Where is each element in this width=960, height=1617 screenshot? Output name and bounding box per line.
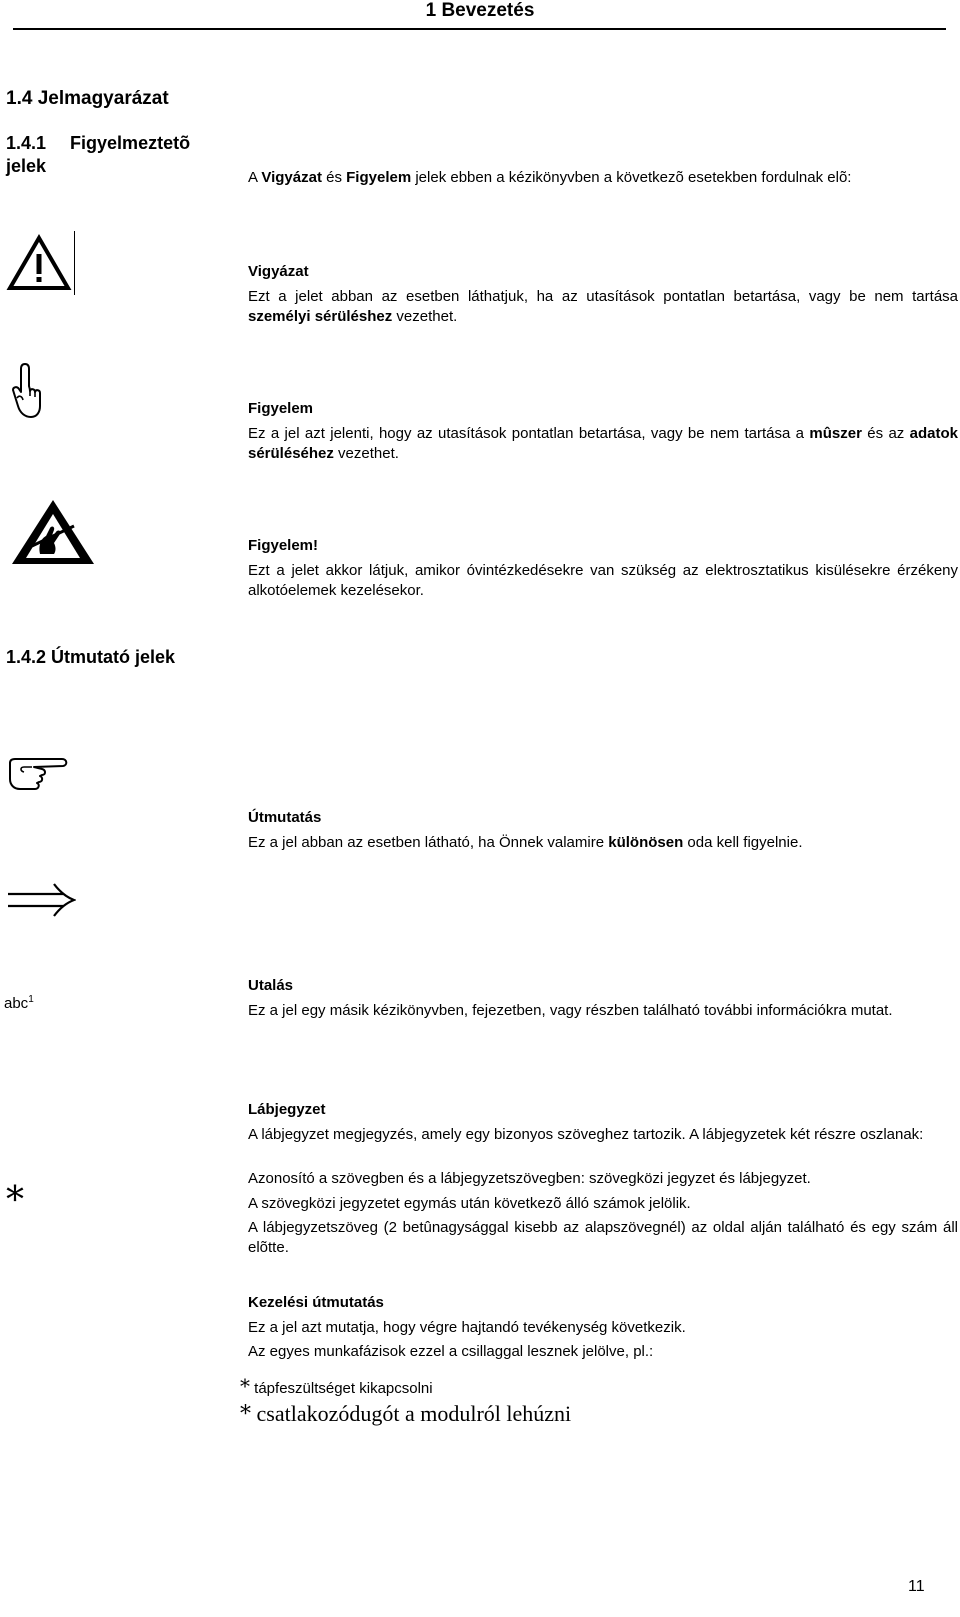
footnote-symbol-text: abc	[4, 995, 29, 1012]
subsection-heading-1	[6, 132, 236, 178]
warning-text-bold: személyi sérüléshez	[248, 308, 393, 325]
raised-finger-hand-icon	[8, 362, 42, 420]
warning-text-part: Ezt a jelet abban az esetben láthatjuk, ha az utasítások pontatlan betartása, vagy be nem tartása	[248, 288, 958, 305]
warning-text-part: Ez a jel azt jelenti, hogy az utasítások pontatlan betartása, vagy be nem tartása a	[248, 425, 810, 442]
guide-text-bold: különösen	[608, 834, 684, 851]
footnote-line-4: A lábjegyzetszöveg (2 betûnagysággal kisebb az alapszövegnél) az oldal alján található és egy szám áll elõtte.	[248, 1219, 958, 1256]
footnote-line-1: A lábjegyzet megjegyzés, amely egy bizonyos szöveghez tartozik. A lábjegyzetek két részre oszlanak:	[248, 1126, 924, 1143]
warning-title-vigyazat: Vigyázat	[248, 263, 309, 280]
asterisk-icon: *	[6, 1180, 24, 1221]
guide-title-labjegyzet: Lábjegyzet	[248, 1101, 326, 1118]
pointing-hand-icon	[6, 757, 70, 791]
guide-text-utmutatas	[248, 833, 958, 853]
warning-text-part: és az	[861, 425, 910, 442]
intro-bold-1: Vigyázat	[261, 169, 322, 186]
footnote-symbol-sup: 1	[28, 994, 34, 1005]
double-arrow-icon	[6, 880, 76, 920]
operation-line-1: Ez a jel azt mutatja, hogy végre hajtandó tevékenység következik.	[248, 1319, 686, 1336]
example-asterisk-icon: *	[240, 1374, 250, 1398]
guide-text-utalas: Ez a jel egy másik kézikönyvben, fejezetben, vagy részben található további információkra mutat.	[248, 1002, 893, 1019]
intro-text-3: jelek ebben a kézikönyvben a következõ esetekben fordulnak elõ:	[411, 169, 852, 186]
intro-paragraph	[248, 168, 958, 188]
section-title: Jelmagyarázat	[37, 88, 169, 109]
header-divider	[13, 28, 946, 30]
footnote-symbol	[4, 994, 34, 1012]
intro-bold-2: Figyelem	[346, 169, 412, 186]
page-number: 11	[908, 1578, 925, 1595]
guide-title-kezelesi: Kezelési útmutatás	[248, 1294, 384, 1311]
subsection-heading-2: 1.4.2 Útmutató jelek	[6, 647, 176, 667]
operation-example-1	[240, 1376, 433, 1399]
esd-sensitive-icon	[10, 496, 96, 568]
section-number: 1.4	[6, 88, 33, 109]
example-text: csatlakozódugót a modulról lehúzni	[256, 1401, 572, 1426]
warning-text-part: vezethet.	[392, 308, 458, 325]
warning-triangle-icon	[6, 234, 72, 292]
warning-title-esd: Figyelem!	[248, 537, 319, 554]
warning-text-figyelem	[248, 424, 958, 464]
warning-text-part: vezethet.	[333, 445, 399, 462]
subsection-title-line1: Figyelmeztetõ	[70, 133, 191, 153]
guide-title-utalas: Utalás	[248, 977, 294, 994]
operation-line-2: Az egyes munkafázisok ezzel a csillaggal lesznek jelölve, pl.:	[248, 1343, 654, 1360]
warning-text-bold: adatok sérüléséhez	[248, 425, 959, 462]
section-heading	[6, 88, 169, 110]
guide-text-part: oda kell figyelnie.	[683, 834, 803, 851]
subsection-number: 1.4.1	[6, 133, 47, 153]
warning-text-bold: mûszer	[809, 425, 862, 442]
icon-divider	[74, 231, 75, 295]
operation-example-2	[240, 1400, 571, 1429]
footnote-line-2: Azonosító a szövegben és a lábjegyzetszövegben: szövegközi jegyzet és lábjegyzet.	[248, 1170, 811, 1187]
warning-text-vigyazat	[248, 287, 958, 327]
guide-title-utmutatas: Útmutatás	[248, 809, 322, 826]
guide-text-part: Ez a jel abban az esetben látható, ha Önnek valamire	[248, 834, 609, 851]
warning-title-figyelem: Figyelem	[248, 400, 314, 417]
intro-text-1: A	[248, 169, 262, 186]
chapter-title: 1 Bevezetés	[425, 0, 535, 21]
intro-text-2: és	[321, 169, 347, 186]
example-asterisk-icon: *	[240, 1402, 251, 1427]
footnote-line-3: A szövegközi jegyzetet egymás után következõ álló számok jelölik.	[248, 1195, 691, 1212]
example-text: tápfeszültséget kikapcsolni	[254, 1380, 433, 1397]
warning-text-esd: Ezt a jelet akkor látjuk, amikor óvintézkedésekre van szükség az elektrosztatikus kisülésekre érzékeny alkotóelemek kezelésekor.	[248, 562, 958, 599]
subsection-title-line2: jelek	[6, 156, 47, 176]
